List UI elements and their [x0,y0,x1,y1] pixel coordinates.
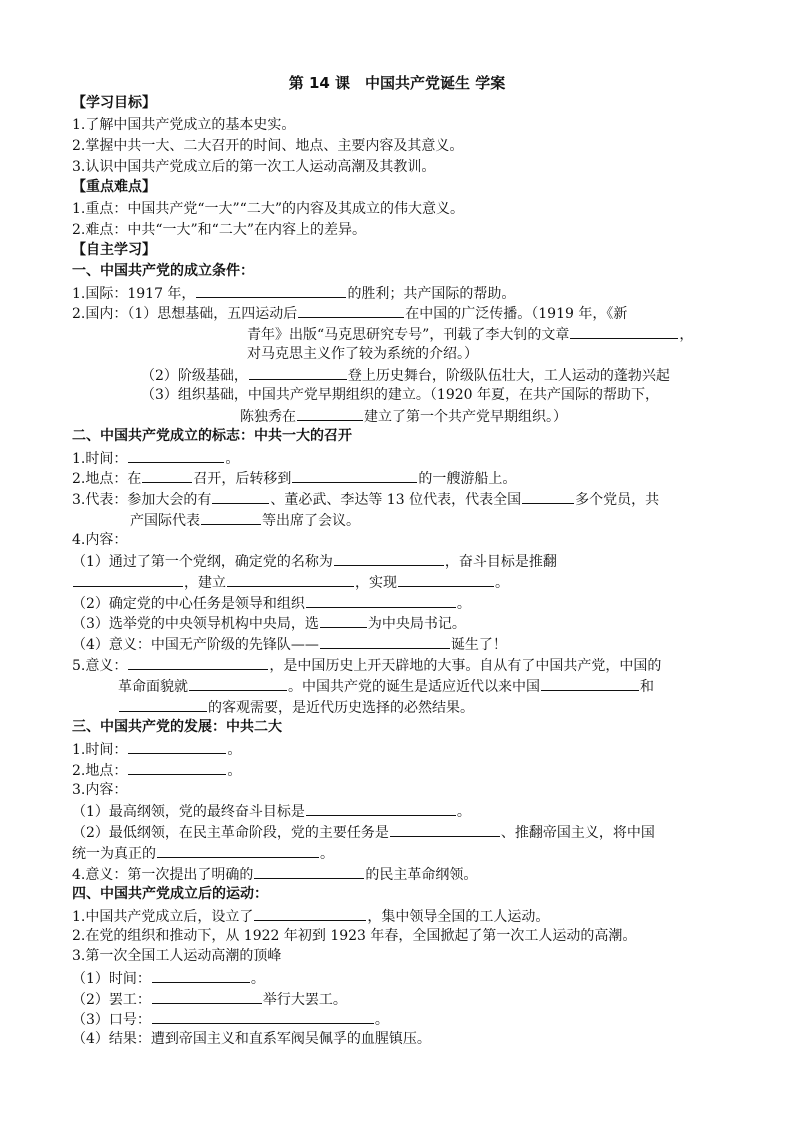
worksheet-line [72,821,655,844]
line-text: 2.掌握中共一大、二大召开的时间、地点、主要内容及其意义。 [72,138,464,154]
worksheet-line [72,780,127,801]
line-text: 。 [250,971,265,987]
line-text: 举行大罢工。 [262,992,347,1008]
line-text: 。 [227,742,242,758]
fill-in-blank[interactable] [292,467,417,483]
line-text: 4.意义：第一次提出了明确的 [72,867,254,883]
line-text: 2.在党的组织和推动下，从 1922 年初到 1923 年春，全国掀起了第一次工人运动的高潮。 [72,928,637,944]
line-text: 召开，后转移到 [193,471,292,487]
worksheet-line [247,323,693,346]
fill-in-blank[interactable] [334,550,444,566]
fill-in-blank[interactable] [570,323,678,339]
line-text: 三、中国共产党的发展：中共二大 [72,719,282,735]
worksheet-line [72,800,471,823]
line-text: 3.代表：参加大会的有 [72,492,212,508]
fill-in-blank[interactable] [306,592,456,608]
worksheet-line [72,612,466,635]
line-text: （1）时间： [72,971,151,987]
line-text: 和 [640,679,654,695]
worksheet-line [72,1029,431,1050]
worksheet-line [72,946,281,967]
line-text: ，奋斗目标是推翻 [444,554,557,570]
fill-in-blank[interactable] [320,612,367,628]
line-text: 、董必武、李达等 13 位代表，代表全国 [270,492,522,508]
worksheet-line [72,633,507,656]
line-text: （3）口号： [72,1012,151,1028]
worksheet-line [72,1008,389,1031]
line-text: （2）确定党的中心任务是领导和组织 [72,596,305,612]
line-text: （2）阶级基础， [141,368,248,384]
fill-in-blank[interactable] [249,364,347,380]
worksheet-line [130,509,360,532]
fill-in-blank[interactable] [306,800,456,816]
line-text: 3.认识中国共产党成立后的第一次工人运动高潮及其教训。 [72,159,436,175]
fill-in-blank[interactable] [541,675,639,691]
worksheet-line [72,654,661,677]
fill-in-blank[interactable] [254,863,364,879]
line-text: 、推翻帝国主义，将中国 [500,825,655,841]
worksheet-line [240,405,567,428]
fill-in-blank[interactable] [128,738,226,754]
line-text: 。 [225,451,240,467]
worksheet-line [72,759,241,782]
worksheet-line [72,530,127,551]
line-text: 的胜利；共产国际的帮助。 [347,286,516,302]
line-text: （2）最低纲领，在民主革命阶段，党的主要任务是 [72,825,389,841]
line-text: 。 [320,846,334,862]
line-text: 的一艘游船上。 [418,471,517,487]
line-text: 【重点难点】 [72,179,156,195]
line-text: 二、中国共产党成立的标志：中共一大的召开 [72,428,352,444]
section-heading [72,93,156,114]
worksheet-line [72,738,241,761]
fill-in-blank[interactable] [212,488,269,504]
line-text: （4）结果：遭到帝国主义和直系军阀吴佩孚的血腥镇压。 [72,1031,431,1047]
section-heading [72,426,352,447]
worksheet-line [72,571,509,594]
worksheet-line [72,926,636,947]
fill-in-blank[interactable] [320,633,450,649]
line-text: （3）选举党的中央领导机构中央局，选 [72,616,319,632]
fill-in-blank[interactable] [298,302,404,318]
fill-in-blank[interactable] [189,675,287,691]
line-text: ，实现 [355,575,397,591]
worksheet-line [141,364,670,387]
line-text: 的客观需要，是近代历史选择的必然结果。 [208,700,474,716]
line-text: （4）意义：中国无产阶级的先锋队—— [72,637,319,653]
line-text: 2.地点：在 [72,471,142,487]
line-text: 等出席了会议。 [262,513,360,529]
worksheet-line [72,488,659,511]
line-text: 青年》出版“马克思研究专号”，刊载了李大钊的文章 [247,327,570,343]
worksheet-line [72,157,435,178]
line-text: ，集中领导全国的工人运动。 [367,909,550,925]
section-heading [72,177,156,198]
line-text: 。 [456,804,471,820]
line-text: 诞生了！ [450,637,507,653]
fill-in-blank[interactable] [201,509,261,525]
line-text: 革命面貌就 [118,679,188,695]
line-text: 产国际代表 [130,513,200,529]
line-text: 2.地点： [72,763,128,779]
worksheet-line [72,967,265,990]
section-heading [72,240,156,261]
fill-in-blank[interactable] [196,282,346,298]
line-text: （2）罢工： [72,992,151,1008]
line-text: 1.时间： [72,451,128,467]
line-text: 一、中国共产党的成立条件： [72,263,254,279]
line-text: 1.重点：中国共产党“一大”“二大”的内容及其成立的伟大意义。 [72,201,464,217]
line-text: （3）组织基础，中国共产党早期组织的建立。（1920 年夏，在共产国际的帮助下， [141,387,659,403]
fill-in-blank[interactable] [128,759,226,775]
worksheet-line [118,696,474,719]
fill-in-blank[interactable] [128,447,224,463]
worksheet-line [72,136,463,157]
fill-in-blank[interactable] [297,405,363,421]
line-text: 1.时间： [72,742,128,758]
worksheet-line [72,842,334,865]
line-text: 3.内容： [72,782,128,798]
line-text: 登上历史舞台，阶级队伍壮大，工人运动的蓬勃兴起 [347,368,670,384]
line-text: 2.国内：（1）思想基础，五四运动后 [72,306,298,322]
line-text: 2.难点：中共“一大”和“二大”在内容上的差异。 [72,222,366,238]
worksheet-line [72,550,557,573]
line-text: 1.国际：1917 年， [72,286,196,302]
line-text: 【自主学习】 [72,242,156,258]
fill-in-blank[interactable] [227,571,354,587]
line-text: 。 [227,763,242,779]
line-text: 4.内容： [72,532,128,548]
line-text: 。中国共产党的诞生是适应近代以来中国 [288,679,540,695]
worksheet-line [72,220,366,241]
fill-in-blank[interactable] [522,488,574,504]
fill-in-blank[interactable] [152,967,250,983]
line-text: ，是中国历史上开天辟地的大事。自从有了中国共产党，中国的 [269,658,662,674]
line-text: 1.了解中国共产党成立的基本史实。 [72,117,296,133]
fill-in-blank[interactable] [152,1008,374,1024]
fill-in-blank[interactable] [390,821,500,837]
section-heading [72,717,282,738]
fill-in-blank[interactable] [398,571,494,587]
line-text: 多个党员，共 [575,492,660,508]
fill-in-blank[interactable] [73,571,183,587]
worksheet-line [72,905,549,928]
page-title: 第 14 课 中国共产党诞生 学案 [288,74,506,92]
line-text: 【学习目标】 [72,95,156,111]
section-heading [72,884,268,905]
worksheet-line [72,467,516,490]
worksheet-line [72,199,464,220]
section-heading [72,261,254,282]
worksheet-line [72,115,295,136]
fill-in-blank[interactable] [254,905,366,921]
line-text: 。 [374,1012,389,1028]
line-text: 陈独秀在 [240,409,296,425]
worksheet-line [72,863,477,886]
line-text: 的民主革命纲领。 [365,867,478,883]
line-text: 建立了第一个共产党早期组织。） [364,409,567,425]
line-text: 5.意义： [72,658,128,674]
fill-in-blank[interactable] [157,842,319,858]
worksheet-line [118,675,654,698]
worksheet-line [72,302,627,325]
line-text: 3.第一次全国工人运动高潮的顶峰 [72,948,282,964]
line-text: 。 [495,575,509,591]
line-text: 在中国的广泛传播。（1919 年，《新 [405,306,628,322]
line-text: ，建立 [184,575,226,591]
fill-in-blank[interactable] [128,654,268,670]
line-text: 1.中国共产党成立后，设立了 [72,909,254,925]
worksheet-line [247,344,478,365]
fill-in-blank[interactable] [119,696,207,712]
line-text: 对马克思主义作了较为系统的介绍。） [247,346,478,362]
worksheet-line [141,385,659,406]
line-text: 统一为真正的 [72,846,156,862]
line-text: （1）通过了第一个党纲，确定党的名称为 [72,554,333,570]
line-text: 四、中国共产党成立后的运动： [72,886,268,902]
line-text: （1）最高纲领，党的最终奋斗目标是 [72,804,305,820]
line-text: 。 [456,596,471,612]
fill-in-blank[interactable] [152,988,262,1004]
line-text: ， [679,327,694,343]
fill-in-blank[interactable] [142,467,192,483]
line-text: 为中央局书记。 [367,616,466,632]
